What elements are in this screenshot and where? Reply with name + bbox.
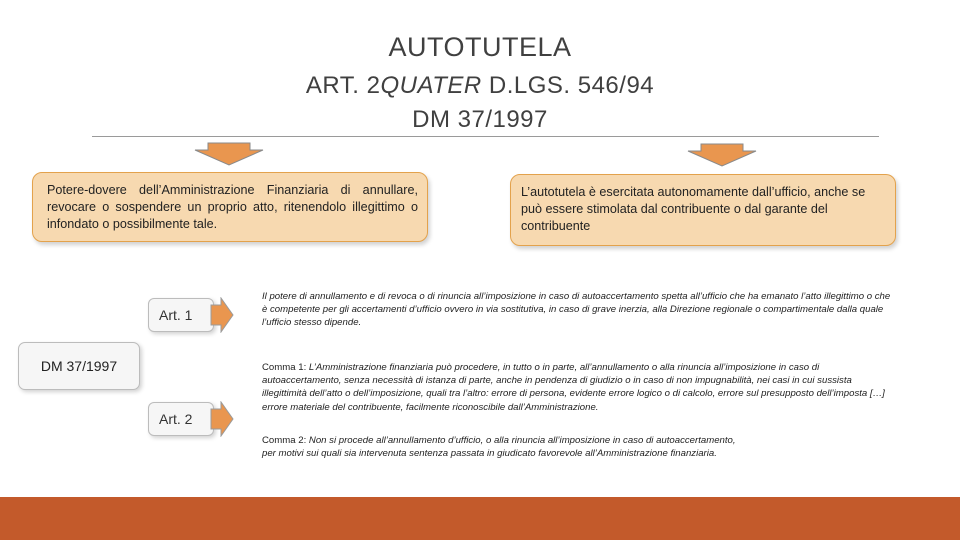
art2-box: Art. 2 [148,402,214,436]
down-arrow-icon [193,142,265,166]
comma2-body: Non si procede all’annullamento d’ufficio, o alla rinuncia all’imposizione in caso di autoaccertamento, per motivi sui quali sia intervenuta sentenza passata in giudicato favorevole all’Amministrazione finanziaria. [262,435,736,460]
dm-root-box: DM 37/1997 [18,342,140,390]
comma2-label: Comma 2: [262,435,307,446]
subtitle-num: 2 [366,72,381,99]
art1-text: Il potere di annullamento e di revoca o di rinuncia all’imposizione in caso di autoaccertamento spetta all’ufficio che ha emanato l’atto illegittimo o che è competente per gli accertamenti d’ufficio ovvero in via sostitutiva, in caso di grave inerzia, alla Direzione regionale o compartimentale dalla quale l’ufficio stesso dipende. [262,291,891,329]
footer-bar [0,497,960,540]
page-subtitle [0,72,960,100]
initiative-box: L’autotutela è esercitata autonomamente dall’ufficio, anche se può essere stimolata dal contribuente o dal garante del contribuente [510,174,896,246]
art1-box: Art. 1 [148,298,214,332]
subtitle-rest: D.LGS. 546/94 [488,72,655,99]
comma1-label: Comma 1: [262,362,307,373]
comma1-text [262,361,890,414]
subtitle-quater: QUATER [380,72,482,99]
right-arrow-icon [210,297,234,333]
title-divider [92,136,879,137]
right-arrow-icon [210,401,234,437]
subtitle-art: ART. [305,72,360,99]
page-title: AUTOTUTELA [388,32,572,62]
page-subtitle-2: DM 37/1997 [412,106,548,133]
comma1-body: L’Amministrazione finanziaria può procedere, in tutto o in parte, all’annullamento o alla rinuncia all’imposizione in caso di autoaccertamento, senza necessità di istanza di parte, anche in pendenza di giudizio o in caso di non impugnabilità, nei casi in cui sussista illegittimità dell’atto o dell’imposizione, quali tra l’altro: errore di persona, evidente errore logico o di calcolo, errore sul presupposto dell’imposta […] errore materiale del contribuente, facilmente riconoscibile dall’Amministrazione. [262,362,885,413]
definition-box: Potere-dovere dell’Amministrazione Finanziaria di annullare, revocare o sospendere un proprio atto, ritenendolo illegittimo o infondato o possibilmente tale. [32,172,428,242]
comma2-text [262,434,742,460]
down-arrow-icon [686,143,758,167]
